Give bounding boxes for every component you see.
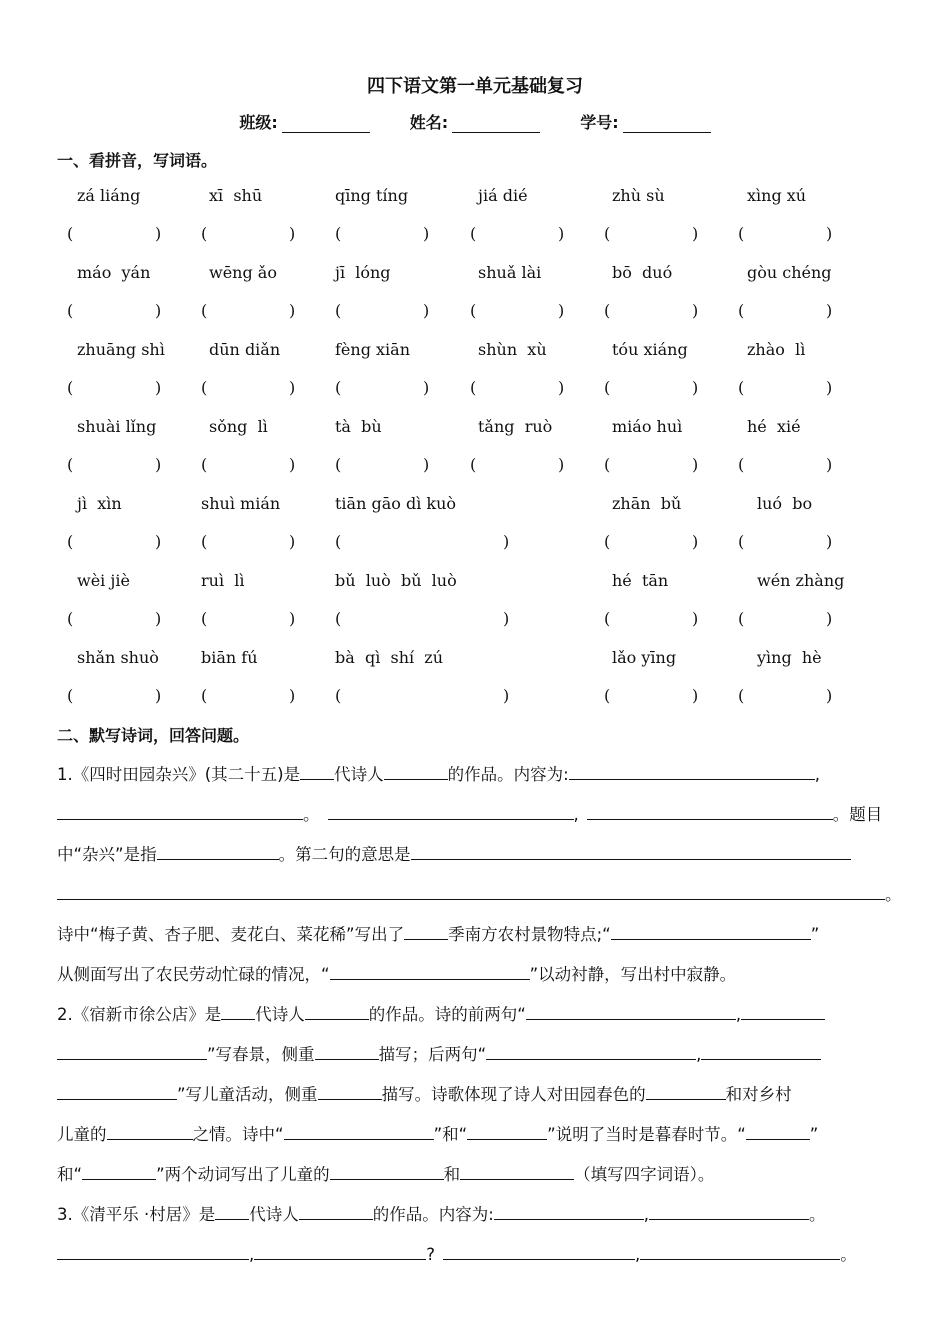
answer-paren-close: ) [289,609,296,628]
answer-paren-open: ( [335,609,342,628]
answer-box[interactable] [347,686,501,706]
pinyin-prompt: shùn xù [478,340,547,359]
answer-paren-open: ( [604,378,611,397]
pinyin-prompt: lǎo yīng [612,648,677,667]
answer-paren-close: ) [826,224,833,243]
q2-text: 儿童的 [57,1125,107,1144]
answer-paren-open: ( [201,224,208,243]
answer-paren-open: ( [738,609,745,628]
q2-line4 [57,1122,897,1146]
answer-paren-open: ( [201,532,208,551]
student-number-blank[interactable] [623,114,711,133]
blank[interactable] [404,922,448,940]
blank[interactable] [57,1042,207,1060]
answer-paren-open: ( [604,686,611,705]
answer-box[interactable] [347,301,421,321]
pinyin-row [57,571,897,648]
answer-paren-close: ) [826,686,833,705]
q1-text: 季南方农村景物特点;“ [448,925,611,944]
answer-paren-open: ( [335,224,342,243]
answer-paren-close: ) [289,455,296,474]
q1-text: 。题目 [832,805,883,824]
answer-paren-open: ( [604,532,611,551]
answer-paren-close: ) [155,686,162,705]
pinyin-prompt: shuǎ lài [478,263,542,282]
answer-paren-close: ) [503,609,510,628]
name-blank[interactable] [452,114,540,133]
q2-text: 和 [443,1165,461,1184]
q1-text: 1.《四时田园杂兴》(其二十五)是 [57,765,301,784]
answer-paren-open: ( [604,224,611,243]
q1-text: 诗中“梅子黄、杏子肥、麦花白、菜花稀”写出了 [57,925,405,944]
blank[interactable] [443,1242,635,1260]
pinyin-prompt: ruì lì [201,571,245,590]
answer-box[interactable] [347,224,421,244]
answer-paren-close: ) [289,532,296,551]
q2-text: ”写春景，侧重 [207,1045,315,1064]
answer-box[interactable] [616,224,690,244]
answer-box[interactable] [482,378,556,398]
pinyin-prompt: biān fú [201,648,258,667]
answer-box[interactable] [750,532,824,552]
q2-text: 代诗人 [255,1005,305,1024]
blank[interactable] [300,762,334,780]
answer-paren-open: ( [335,532,342,551]
blank[interactable] [107,1122,193,1140]
blank[interactable] [649,1202,809,1220]
answer-paren-close: ) [826,609,833,628]
answer-box[interactable] [482,224,556,244]
class-blank[interactable] [282,114,370,133]
answer-paren-close: ) [155,609,162,628]
answer-paren-open: ( [738,532,745,551]
pinyin-row [57,186,897,263]
answer-paren-open: ( [201,301,208,320]
blank[interactable] [486,1042,696,1060]
answer-box[interactable] [616,532,690,552]
answer-box[interactable] [213,609,287,629]
answer-paren-close: ) [503,532,510,551]
q2-line3 [57,1082,897,1106]
q1-line1 [57,762,897,786]
answer-box[interactable] [213,301,287,321]
q3-text: , [643,1205,650,1224]
q2-text: 描写。诗歌体现了诗人对田园春色的 [381,1085,646,1104]
pinyin-prompt: tǎng ruò [478,417,553,436]
pinyin-grid [57,186,897,725]
answer-paren-open: ( [67,378,74,397]
blank[interactable] [467,1122,547,1140]
answer-paren-close: ) [423,224,430,243]
answer-box[interactable] [347,455,421,475]
q1-text: ” [810,925,820,944]
q1-text: 。 [885,885,902,904]
pinyin-prompt: xī shū [209,186,263,205]
pinyin-prompt: bà qì shí zú [335,648,444,667]
answer-paren-close: ) [692,686,699,705]
blank[interactable] [318,1082,382,1100]
q2-text: （填写四字词语）。 [574,1165,715,1184]
pinyin-prompt: gòu chéng [747,263,832,282]
q3-line2 [57,1242,897,1266]
q3-text: ? [426,1245,436,1264]
q1-text: ”以动衬静，写出村中寂静。 [529,965,737,984]
answer-box[interactable] [482,455,556,475]
pinyin-row [57,263,897,340]
answer-paren-open: ( [738,301,745,320]
answer-paren-open: ( [201,686,208,705]
q2-text: 之情。诗中“ [192,1125,284,1144]
answer-box[interactable] [213,532,287,552]
answer-paren-close: ) [289,378,296,397]
blank[interactable] [646,1082,726,1100]
q3-text: , [249,1245,255,1264]
answer-paren-open: ( [738,686,745,705]
pinyin-prompt: zhuāng shì [77,340,165,359]
student-number-field [580,110,710,133]
pinyin-prompt: bǔ luò bǔ luò [335,571,457,590]
answer-box[interactable] [79,455,153,475]
pinyin-prompt: zá liáng [77,186,141,205]
q1-text: 的作品。内容为: [447,765,569,784]
q2-line2 [57,1042,897,1066]
q1-line6 [57,962,897,986]
answer-box[interactable] [616,301,690,321]
q2-text: ”两个动词写出了儿童的 [156,1165,330,1184]
pinyin-prompt: jiá dié [478,186,528,205]
answer-box[interactable] [213,686,287,706]
pinyin-prompt: zhù sù [612,186,665,205]
answer-box[interactable] [213,455,287,475]
q3-text: 。 [809,1205,826,1224]
q2-text: ”和“ [433,1125,468,1144]
answer-paren-open: ( [335,686,342,705]
answer-box[interactable] [347,378,421,398]
q2-text: 和对乡村 [725,1085,792,1104]
answer-paren-close: ) [423,455,430,474]
blank[interactable] [460,1162,574,1180]
class-label: 班级: [239,113,278,132]
pinyin-prompt: wèi jiè [77,571,130,590]
q3-text: , [635,1245,641,1264]
answer-paren-open: ( [604,609,611,628]
pinyin-prompt: jī lóng [335,263,391,282]
blank[interactable] [305,1002,369,1020]
pinyin-prompt: xìng xú [747,186,807,205]
answer-paren-close: ) [692,609,699,628]
answer-box[interactable] [616,378,690,398]
answer-box[interactable] [750,378,824,398]
pinyin-row [57,648,897,725]
answer-paren-open: ( [201,378,208,397]
answer-paren-open: ( [470,378,477,397]
answer-paren-close: ) [826,455,833,474]
q1-text: 。 [303,805,320,824]
pinyin-prompt: shǎn shuò [77,648,159,667]
answer-paren-close: ) [826,378,833,397]
pinyin-prompt: qīng tíng [335,186,409,205]
answer-box[interactable] [750,455,824,475]
blank[interactable] [157,842,279,860]
pinyin-prompt: sǒng lì [209,417,268,436]
pinyin-prompt: hé xié [747,417,801,436]
answer-paren-close: ) [692,301,699,320]
answer-box[interactable] [750,686,824,706]
q2-text: 和“ [57,1165,83,1184]
answer-paren-open: ( [67,455,74,474]
pinyin-prompt: jì xìn [77,494,122,513]
answer-box[interactable] [79,686,153,706]
q2-text: 2.《宿新市徐公店》是 [57,1005,222,1024]
answer-paren-close: ) [423,301,430,320]
blank[interactable] [215,1202,249,1220]
blank[interactable] [57,1082,177,1100]
q3-text: 。 [840,1245,857,1264]
blank[interactable] [411,842,851,860]
blank[interactable] [315,1042,379,1060]
answer-paren-open: ( [470,301,477,320]
answer-paren-close: ) [558,378,565,397]
answer-paren-close: ) [155,532,162,551]
answer-box[interactable] [616,455,690,475]
student-number-label: 学号: [580,113,619,132]
answer-paren-close: ) [289,686,296,705]
pinyin-prompt: bō duó [612,263,673,282]
answer-paren-close: ) [289,301,296,320]
answer-box[interactable] [79,224,153,244]
answer-box[interactable] [79,378,153,398]
pinyin-prompt: miáo huì [612,417,683,436]
blank[interactable] [299,1202,373,1220]
pinyin-row [57,417,897,494]
answer-paren-close: ) [826,301,833,320]
pinyin-row [57,340,897,417]
pinyin-prompt: máo yán [77,263,151,282]
q2-text: 的作品。诗的前两句“ [368,1005,526,1024]
answer-paren-close: ) [155,455,162,474]
blank[interactable] [328,802,574,820]
q1-line2 [57,802,897,826]
q1-text: 从侧面写出了农民劳动忙碌的情况，“ [57,965,330,984]
blank[interactable] [526,1002,736,1020]
pinyin-prompt: yìng hè [757,648,822,667]
answer-box[interactable] [616,609,690,629]
answer-box[interactable] [79,532,153,552]
blank[interactable] [640,1242,840,1260]
q2-text: ”写儿童活动，侧重 [177,1085,318,1104]
q3-text: 代诗人 [249,1205,299,1224]
blank[interactable] [57,1242,249,1260]
answer-paren-close: ) [423,378,430,397]
blank[interactable] [284,1122,434,1140]
pinyin-prompt: fèng xiān [335,340,411,359]
q1-line5 [57,922,897,946]
q2-line5 [57,1162,897,1186]
answer-box[interactable] [213,224,287,244]
blank[interactable] [254,1242,426,1260]
answer-paren-close: ) [155,224,162,243]
answer-box[interactable] [347,532,501,552]
q1-text: 代诗人 [334,765,384,784]
answer-paren-close: ) [155,378,162,397]
blank[interactable] [57,882,885,900]
answer-paren-close: ) [692,532,699,551]
q2-text: , [735,1005,742,1024]
q2-line1 [57,1002,897,1026]
answer-paren-open: ( [738,224,745,243]
answer-paren-open: ( [738,455,745,474]
pinyin-prompt: tà bù [335,417,382,436]
blank[interactable] [741,1002,825,1020]
q1-text: , [814,765,820,784]
student-info [0,110,950,133]
q1-text: 中“杂兴”是指 [57,845,157,864]
blank[interactable] [611,922,811,940]
answer-box[interactable] [79,609,153,629]
blank[interactable] [746,1122,810,1140]
answer-paren-open: ( [67,301,74,320]
answer-paren-open: ( [738,378,745,397]
answer-paren-close: ) [692,455,699,474]
section1-heading: 一、看拼音，写词语。 [57,151,218,170]
q2-text: ” [809,1125,819,1144]
answer-paren-close: ) [155,301,162,320]
answer-paren-open: ( [470,224,477,243]
answer-paren-close: ) [558,301,565,320]
pinyin-prompt: shuì mián [201,494,281,513]
answer-paren-close: ) [503,686,510,705]
pinyin-prompt: wén zhàng [757,571,845,590]
answer-box[interactable] [79,301,153,321]
pinyin-prompt: zhān bǔ [612,494,682,513]
q3-text: 3.《清平乐 ·村居》是 [57,1205,216,1224]
answer-paren-open: ( [335,378,342,397]
q2-text: 描写；后两句“ [378,1045,487,1064]
pinyin-prompt: zhào lì [747,340,806,359]
q1-line4 [57,882,902,906]
pinyin-row [57,494,897,571]
answer-paren-close: ) [826,532,833,551]
answer-paren-open: ( [67,609,74,628]
q2-text: , [696,1045,702,1064]
blank[interactable] [494,1202,644,1220]
pinyin-prompt: wēng ǎo [209,263,277,282]
answer-paren-close: ) [558,224,565,243]
answer-paren-open: ( [201,609,208,628]
q3-text: 的作品。内容为: [372,1205,494,1224]
answer-box[interactable] [750,301,824,321]
section2-heading: 二、默写诗词，回答问题。 [57,726,250,745]
blank[interactable] [701,1042,821,1060]
q1-text: 。第二句的意思是 [278,845,411,864]
answer-paren-close: ) [692,224,699,243]
class-field [239,110,369,133]
pinyin-prompt: hé tān [612,571,669,590]
pinyin-prompt: shuài lǐng [77,417,157,436]
blank[interactable] [384,762,448,780]
answer-paren-open: ( [335,455,342,474]
blank[interactable] [587,802,833,820]
answer-box[interactable] [616,686,690,706]
answer-paren-open: ( [67,686,74,705]
q1-line3 [57,842,897,866]
answer-paren-open: ( [335,301,342,320]
answer-paren-open: ( [604,301,611,320]
answer-box[interactable] [750,609,824,629]
answer-paren-open: ( [604,455,611,474]
name-label: 姓名: [409,113,449,132]
page-title: 四下语文第一单元基础复习 [367,76,583,97]
name-field [410,110,540,133]
blank[interactable] [82,1162,156,1180]
q3-line1 [57,1202,897,1226]
pinyin-prompt: dūn diǎn [209,340,281,359]
blank[interactable] [569,762,815,780]
blank[interactable] [330,962,530,980]
answer-paren-open: ( [67,532,74,551]
answer-paren-close: ) [289,224,296,243]
answer-box[interactable] [750,224,824,244]
answer-box[interactable] [213,378,287,398]
answer-paren-open: ( [67,224,74,243]
answer-paren-open: ( [470,455,477,474]
answer-paren-close: ) [558,455,565,474]
pinyin-prompt: tóu xiáng [612,340,688,359]
pinyin-prompt: luó bo [757,494,813,513]
answer-box[interactable] [347,609,501,629]
answer-paren-open: ( [201,455,208,474]
blank[interactable] [330,1162,444,1180]
answer-box[interactable] [482,301,556,321]
answer-paren-close: ) [692,378,699,397]
blank[interactable] [57,802,303,820]
q2-text: ”说明了当时是暮春时节。“ [547,1125,746,1144]
pinyin-prompt: tiān gāo dì kuò [335,494,457,513]
q1-text: , [573,805,579,824]
blank[interactable] [221,1002,255,1020]
